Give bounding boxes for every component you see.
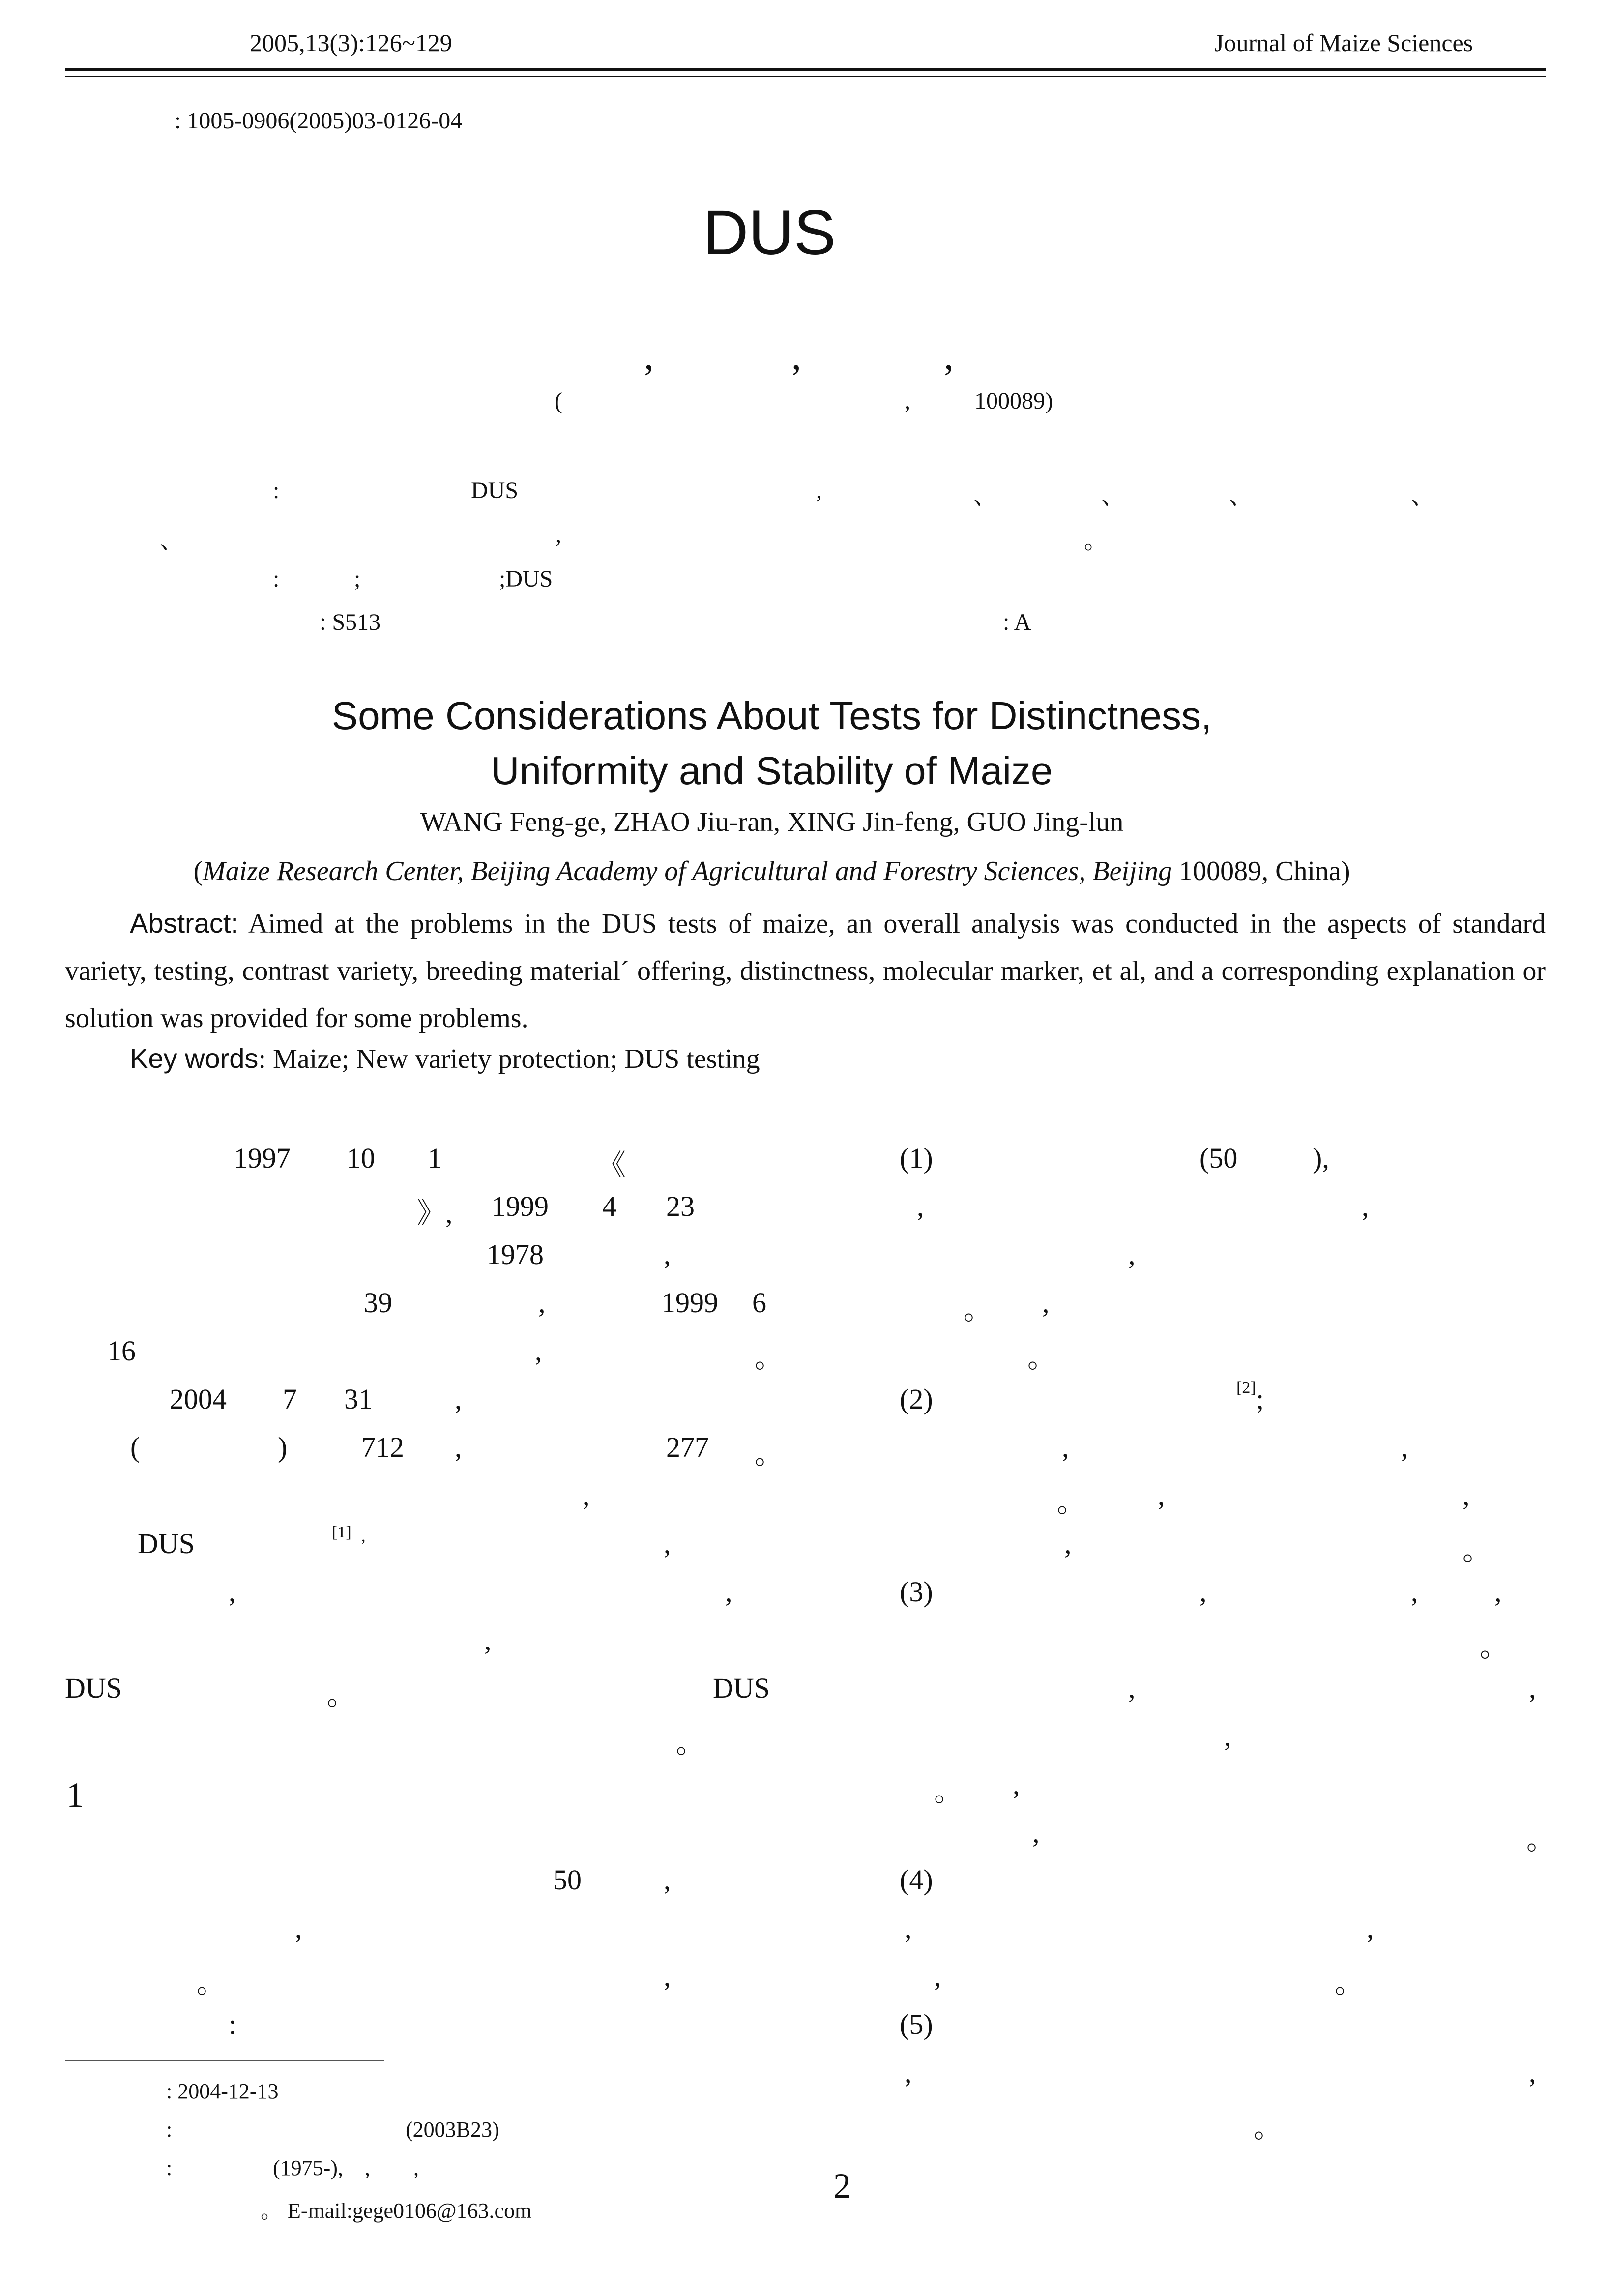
body-text-fragment: 。 [1526,1824,1555,1855]
body-text-fragment: 1999 [661,1287,718,1319]
body-text-fragment: 2004 [170,1383,227,1415]
body-text-fragment: , [664,1238,671,1270]
body-text-fragment: ), [1313,1142,1329,1174]
body-text-fragment: , [484,1624,492,1656]
author-sep: , [944,335,954,378]
affiliation-comma: , [905,388,910,414]
body-text-fragment: (50 [1199,1142,1238,1174]
body-text-fragment: (5) [900,2008,933,2040]
body-text-fragment: 。 [964,1294,993,1325]
abstract-cn-mark: 、 [1411,483,1435,509]
abstract-cn-mark: 、 [973,483,997,509]
body-text-fragment: 16 [107,1335,136,1367]
affiliation-open: ( [555,388,562,414]
body-text-fragment: (1) [900,1142,933,1174]
abstract-cn-label: : [273,477,280,503]
body-text-fragment: , [229,1576,236,1608]
body-text-fragment: , [1224,1720,1231,1752]
body-text-fragment: 。 [327,1679,356,1711]
body-text-fragment: , [1064,1528,1072,1560]
section-1-heading: 1 [66,1775,84,1815]
article-number: : 1005-0906(2005)03-0126-04 [175,108,463,134]
abstract-cn-mark: , [816,477,822,503]
en-abstract-label: Abstract: [130,908,238,939]
body-text-fragment: 。 [1480,1631,1509,1663]
keywords-cn-dus: ;DUS [499,566,553,592]
body-text-fragment: , [295,1912,302,1944]
en-title-line2: Uniformity and Stability of Maize [491,749,1053,793]
body-text-fragment: , [535,1335,542,1367]
footnote-fund-colon: : [166,2118,173,2142]
body-text-fragment: 1999 [492,1190,549,1222]
body-text-fragment: 。 [1027,1342,1056,1374]
abstract-cn-mark: 、 [1229,483,1253,509]
reference-marker: , [361,1527,366,1545]
header-rule-thin [65,76,1546,77]
affiliation-postcode: 100089) [974,388,1053,414]
body-text-fragment: , [905,1912,912,1944]
body-text-fragment: 。 [197,1967,226,1999]
en-abstract [65,900,1546,1042]
author-sep: , [791,335,801,378]
footnote-author-colon: : [166,2156,173,2180]
body-text-fragment: , [1463,1479,1470,1511]
header-citation: 2005,13(3):126~129 [250,29,452,57]
footnote-rule [65,2060,384,2061]
body-text-fragment: 6 [752,1287,766,1319]
body-text-fragment: 。 [1335,1967,1364,1999]
body-text-fragment: , [725,1576,732,1608]
page-title: DUS [703,198,836,268]
body-text-fragment: 4 [602,1190,616,1222]
body-text-fragment: 。 [755,1438,784,1470]
body-text-fragment: , [1032,1817,1040,1849]
body-text-fragment: 7 [283,1383,297,1415]
en-abstract-text: Aimed at the problems in the DUS tests of maize, an overall analysis was conducted in the aspects of standard variety, testing, contrast variety, breeding material´ offering, distinctness, molecular marker, et al, and a corresponding explanation or solution was provided for some problems. [65,909,1546,1033]
body-text-fragment: DUS [713,1672,770,1704]
body-text-fragment: 1978 [487,1238,544,1270]
body-text-fragment: , [664,1528,671,1560]
body-text-fragment: , [917,1190,924,1222]
body-text-fragment: , [1042,1287,1050,1319]
abstract-cn-mark: 。 [1084,528,1108,554]
body-text-fragment: , [455,1383,462,1415]
body-text-fragment: , [1401,1431,1408,1463]
body-text-fragment: , [1529,1672,1536,1704]
section-2-heading: 2 [833,2166,851,2206]
body-text-fragment: 《 [597,1149,626,1181]
body-text-fragment: , [664,1960,671,1992]
footnote-email: 。 E-mail:gege0106@163.com [261,2199,532,2223]
body-text-fragment: DUS [65,1672,122,1704]
section-1-colon: : [229,2008,237,2040]
reference-marker: [2] [1236,1379,1256,1397]
footnote-fund-code: (2003B23) [406,2118,499,2142]
body-text-fragment: 。 [676,1727,705,1759]
body-text-fragment: , [1362,1190,1369,1222]
body-text-fragment: ) [278,1431,288,1463]
body-text-fragment: , [934,1960,941,1992]
en-title-line1: Some Considerations About Tests for Distinctness, [331,694,1212,737]
en-keywords [130,1042,760,1075]
body-text-fragment: (2) [900,1383,933,1415]
body-text-fragment: 712 [361,1431,404,1463]
body-text-fragment: (4) [900,1864,933,1896]
body-text-fragment: , [905,2057,912,2089]
body-text-fragment: 。 [755,1342,784,1374]
body-text-fragment: , [455,1431,462,1463]
body-text-fragment: , [538,1287,546,1319]
body-text-fragment: 50 [553,1864,582,1896]
body-text-fragment: 277 [666,1431,709,1463]
header-rule-thick [65,68,1546,71]
body-text-fragment: 。 [1463,1534,1492,1566]
en-affiliation-open: ( [193,856,203,886]
body-text-fragment: 》, [417,1197,453,1229]
body-text-fragment: (3) [900,1576,933,1608]
body-text-fragment: 1997 [234,1142,291,1174]
body-text-fragment: 1 [428,1142,442,1174]
body-text-fragment: 10 [347,1142,375,1174]
body-text-fragment: 。 [934,1775,963,1807]
body-text-fragment: 。 [1057,1486,1086,1518]
body-text-fragment: , [1013,1768,1020,1800]
en-keywords-text: : Maize; New variety protection; DUS testing [258,1044,760,1074]
body-text-fragment: , [1158,1479,1165,1511]
body-text-fragment: 31 [344,1383,373,1415]
body-text-fragment: , [1128,1672,1136,1704]
keywords-cn-label: : [273,566,280,592]
reference-marker: [1] [332,1523,351,1541]
body-text-fragment: , [1529,2057,1536,2089]
body-text-fragment: , [664,1864,671,1896]
abstract-cn-mark: 、 [160,528,184,554]
body-text-fragment: 23 [666,1190,695,1222]
body-text-fragment: 。 [1254,2112,1283,2144]
body-text-fragment: DUS [138,1528,195,1560]
en-affiliation-rest: 100089, China) [1172,856,1350,886]
footnote-received: : 2004-12-13 [166,2079,279,2103]
en-authors: WANG Feng-ge, ZHAO Jiu-ran, XING Jin-feng, GUO Jing-lun [420,807,1124,837]
body-text-fragment: , [1494,1576,1502,1608]
author-sep: , [644,335,654,378]
clc-number: : S513 [320,609,381,635]
body-text-fragment: , [1199,1576,1207,1608]
header-journal: Journal of Maize Sciences [1214,29,1473,57]
body-text-fragment: ( [130,1431,140,1463]
body-text-fragment: ; [1256,1383,1264,1415]
body-text-fragment: , [1367,1912,1374,1944]
body-text-fragment: , [1062,1431,1069,1463]
body-text-fragment: , [1128,1238,1136,1270]
document-code: : A [1003,609,1031,635]
body-text-fragment: , [583,1479,590,1511]
footnote-author-info: (1975-), , , [273,2156,419,2180]
en-affiliation [0,855,1544,887]
body-text-fragment: , [1411,1576,1418,1608]
en-keywords-label: Key words [130,1043,259,1074]
abstract-cn-mark: 、 [1101,483,1125,509]
en-affiliation-institution: Maize Research Center, Beijing Academy of Agricultural and Forestry Sciences, Beijing [203,856,1172,886]
keywords-cn-sep: ; [354,566,361,592]
abstract-cn-mark: , [556,522,561,548]
body-text-fragment: 39 [364,1287,392,1319]
abstract-cn-dus: DUS [471,477,519,503]
